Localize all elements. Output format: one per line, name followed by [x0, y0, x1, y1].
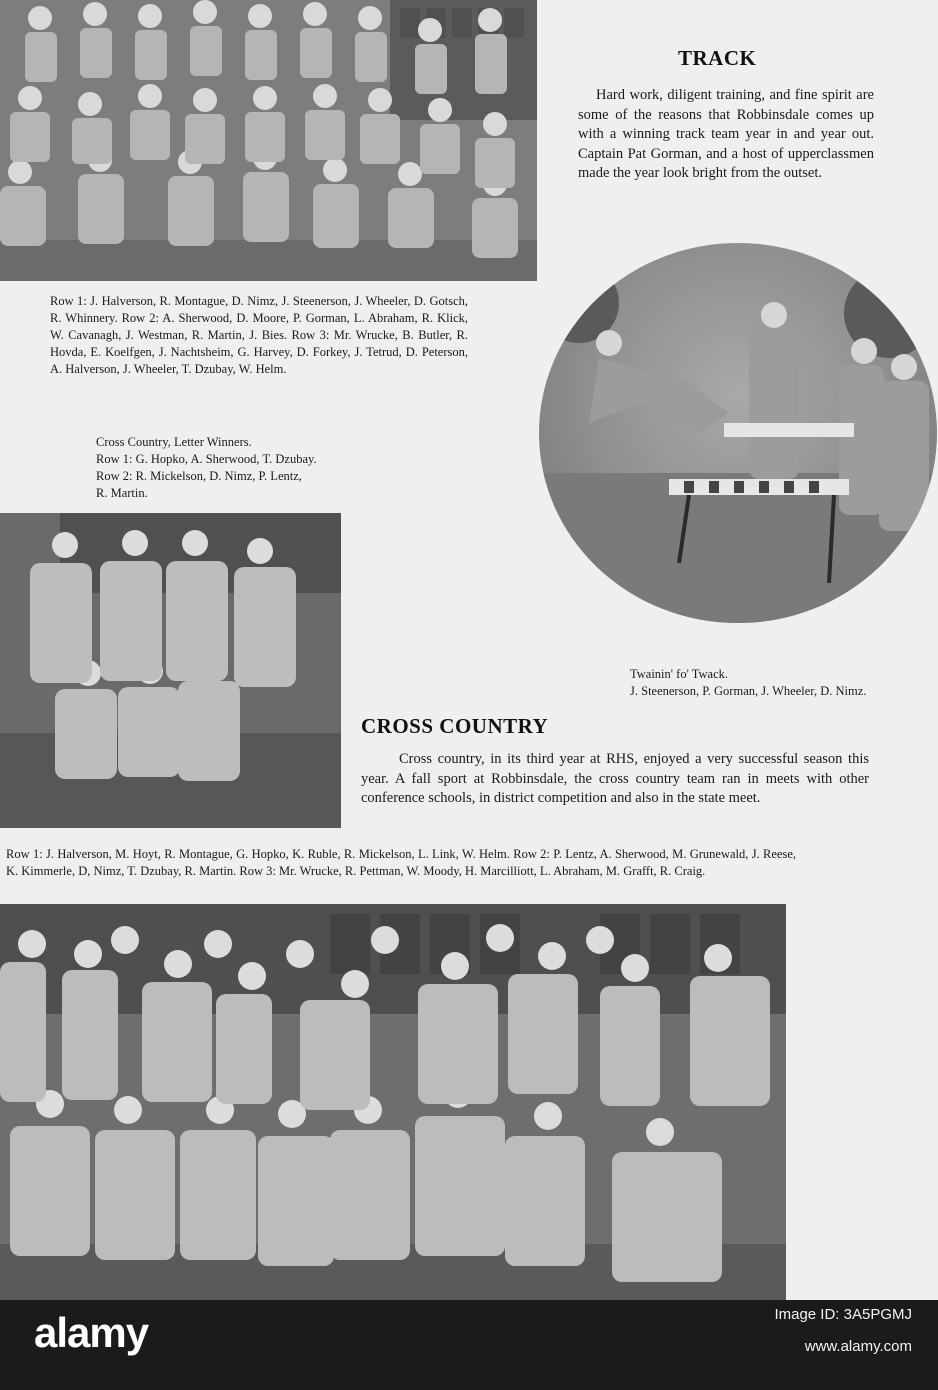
hurdle-photo-figures	[539, 243, 937, 623]
cc-letter-caption-line: Row 1: G. Hopko, A. Sherwood, T. Dzubay.	[96, 452, 317, 466]
cc-roster-caption: Row 1: J. Halverson, M. Hoyt, R. Montague, G. Hopko, K. Ruble, R. Mickelson, L. Link, W. Helm. Row 2: P. Lentz, A. Sherwood, M. Grunewald, J. Reese, K. Kimmerle, D, Nimz, T. Dzubay, R. Martin. Row 3: Mr. Wrucke, R. Pettman, W. Moody, H. Marcilliott, L. Abraham, M. Grafft, R. Craig.	[6, 847, 796, 878]
cc-letter-winners-caption	[96, 434, 396, 502]
track-roster-caption: Row 1: J. Halverson, R. Montague, D. Nimz, J. Steenerson, J. Wheeler, D. Gotsch, R. Whinnery. Row 2: A. Sherwood, D. Moore, P. Gorman, L. Abraham, R. Klick, W. Cavanagh, J. Westman, R. Martin, J. Bies. Row 3: Mr. Wrucke, B. Butler, R. Hovda, E. Koelfgen, J. Nachtsheim, G. Harvey, D. Forkey, J. Tetrud, D. Peterson, A. Halverson, J. Wheeler, T. Dzubay, W. Helm.	[50, 294, 468, 376]
cross-country-heading: CROSS COUNTRY	[361, 714, 549, 738]
track-heading: TRACK	[678, 46, 757, 70]
cc-team-photo	[0, 904, 786, 1300]
track-body-text: Hard work, diligent training, and fine spirit are some of the reasons that Robbinsdale comes up with a winning track team year in and year out. Captain Pat Gorman, and a host of upperclassmen made the year look bright from the outset.	[578, 87, 874, 181]
site-url-label: www.alamy.com	[804, 1338, 912, 1355]
cross-country-body-text: Cross country, in its third year at RHS, enjoyed a very successful season this year. A fall sport at Robbinsdale, the cross country team ran in meets with other conference schools, in district competition and also in the state meet.	[361, 751, 869, 806]
cc-letter-photo-figures	[0, 513, 341, 828]
cc-letter-winners-photo	[0, 513, 341, 828]
hurdle-caption-title: Twainin' fo' Twack.	[630, 667, 728, 681]
track-team-photo-figures	[0, 0, 537, 281]
cc-letter-caption-line: Row 2: R. Mickelson, D. Nimz, P. Lentz,	[96, 469, 302, 483]
alamy-logo: alamy	[34, 1309, 149, 1356]
hurdle-photo-caption	[630, 666, 910, 700]
image-id-label: Image ID: 3A5PGMJ	[774, 1306, 912, 1323]
cc-letter-caption-line: R. Martin.	[96, 486, 148, 500]
hurdle-caption-names: J. Steenerson, P. Gorman, J. Wheeler, D. Nimz.	[630, 684, 867, 698]
cc-letter-caption-line: Cross Country, Letter Winners.	[96, 435, 252, 449]
cc-team-photo-figures	[0, 904, 786, 1300]
hurdle-training-photo	[539, 243, 937, 623]
track-team-photo	[0, 0, 537, 281]
